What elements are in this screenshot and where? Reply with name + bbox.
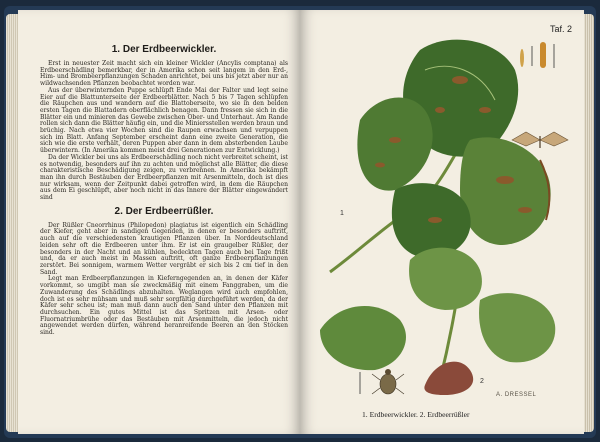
plate-caption: 1. Erdbeerwickler. 2. Erdbeerrüßler bbox=[362, 410, 470, 419]
section-2-heading: 2. Der Erdbeerrüßler. bbox=[114, 205, 214, 217]
figure-number-1: 1 bbox=[340, 210, 344, 217]
weevil-plant-base bbox=[424, 362, 473, 395]
section-2-paragraph-2: Legt man Erdbeerpflanzungen in Kieferngegenden an, in denen der Käfer vorkommt, so umgibt man sie zweckmäßig mit einem Fanggraben, um die Zuwanderung des Schädlings abzuhalten. Weglangen wird auch empfohlen, doch ist es sehr mühsam und muß sehr sorgfältig durchgeführt werden, da der Käfer sehr scheu ist; man muß dann auch den Sand unter den Pflanzen mit durchsuchen. Ein gutes Mittel ist das Spritzen mit Arsen- oder Fluornatriumbrühe oder das Bestäuben mit Arsenmitteln, die jedoch nicht angewendet werden dürfen, während heranreifende Beeren an den Stöcken sind. bbox=[40, 275, 288, 337]
botanical-plate-illustration bbox=[300, 10, 584, 434]
right-page bbox=[300, 10, 584, 434]
left-page bbox=[18, 10, 300, 434]
weevil-plant-leaf-left bbox=[320, 306, 406, 370]
caterpillar-illustration bbox=[520, 49, 524, 67]
pupa-illustration bbox=[540, 42, 546, 68]
weevil-plant-leaf-right bbox=[479, 293, 555, 362]
section-1-paragraph-3: Da der Wickler bei uns als Erdbeerschädling noch nicht verbreitet scheint, ist es notwendig, besonders auf ihn zu achten und möglichst alle Blätter, die diese charakteristische Beschädigung zeigen, zu verbrennen. In Amerika bekämpft man ihn durch Bestäuben der Erdbeerpflanzen mit Arsenmitteln, doch ist dies nur wirksam, wenn der Zeitpunkt dabei getroffen wird, in dem die Räupchen aus dem Ei geschlüpft, aber noch nicht in das Innere der Blätter eingewandert sind bbox=[40, 153, 288, 202]
weevil-illustration bbox=[380, 374, 396, 394]
left-page-text bbox=[40, 40, 288, 337]
strawberry-leaf-left bbox=[357, 98, 432, 191]
plate-label: Taf. 2 bbox=[549, 24, 572, 34]
section-1-heading: 1. Der Erdbeerwickler. bbox=[111, 44, 217, 55]
weevil-plant-leaf-top bbox=[409, 248, 482, 310]
artist-signature: A. DRESSEL bbox=[496, 392, 537, 398]
section-1-paragraph-2: Aus der überwinternden Puppe schlüpft Ende Mai der Falter und legt seine Eier auf die Blattunterseite der Erdbeerblätter. Nach 5 bis 7 Tagen schlüpfen die Räupchen aus und wandern auf die Blattoberseite, wo sie in den beiden ersten Tagen die Blattadern oberflächlich benagen. Dann fressen sie sich in die Blätter ein und minieren das Gewebe zwischen Ober- und Unterhaut. Am Rande rollen sich dann die Blätter häufig ein, und die Miniersstellen werden braun und brüchig. Nach etwa vier Wochen sind die Raupen erwachsen und verpuppen sich im Blatt. Anfang September erscheint dann eine zweite Generation, die sich wie die erste verhält, deren Puppen aber dann in dem absterbenden Laube überwintern. (In Amerika kommen meist drei Generationen zur Entwicklung.) bbox=[40, 86, 288, 155]
strawberry-leaf-right bbox=[460, 137, 551, 245]
figure-number-2: 2 bbox=[480, 378, 484, 385]
section-1-paragraph-1: Erst in neuester Zeit macht sich ein kleiner Wickler (Ancylis comptana) als Erdbeerschädling bemerkbar, der in Amerika schon seit langem in den Erd-, Him- und Brombeerpflanzungen Schaden anrichtet, bei uns bis jetzt aber nur an wildwachsenden Pflanzen beobachtet worden war. bbox=[40, 60, 288, 88]
section-2-paragraph-1: Der Rüßler Cneorrhinus (Philopedon) plagiatus ist eigentlich ein Schädling der Kiefer, geht aber in sandigen Gegenden, in denen er besonders auftritt, auch auf die verschiedensten krautigen Pflanzen über. In Norddeutschland leiden sehr oft die Erdbeeren unter ihm. Er ist ein graugelber Rüßler, der besonders in der Nacht und an kühlen, bedeckten Tagen auch bei Tage frißt und, da er auch meist in Massen auftritt, oft ganze Erdbeerpflanzungen zerstört. Bei sonnigem, warmem Wetter vergräbt er sich bis 2 cm tief in den Sand. bbox=[40, 221, 288, 276]
